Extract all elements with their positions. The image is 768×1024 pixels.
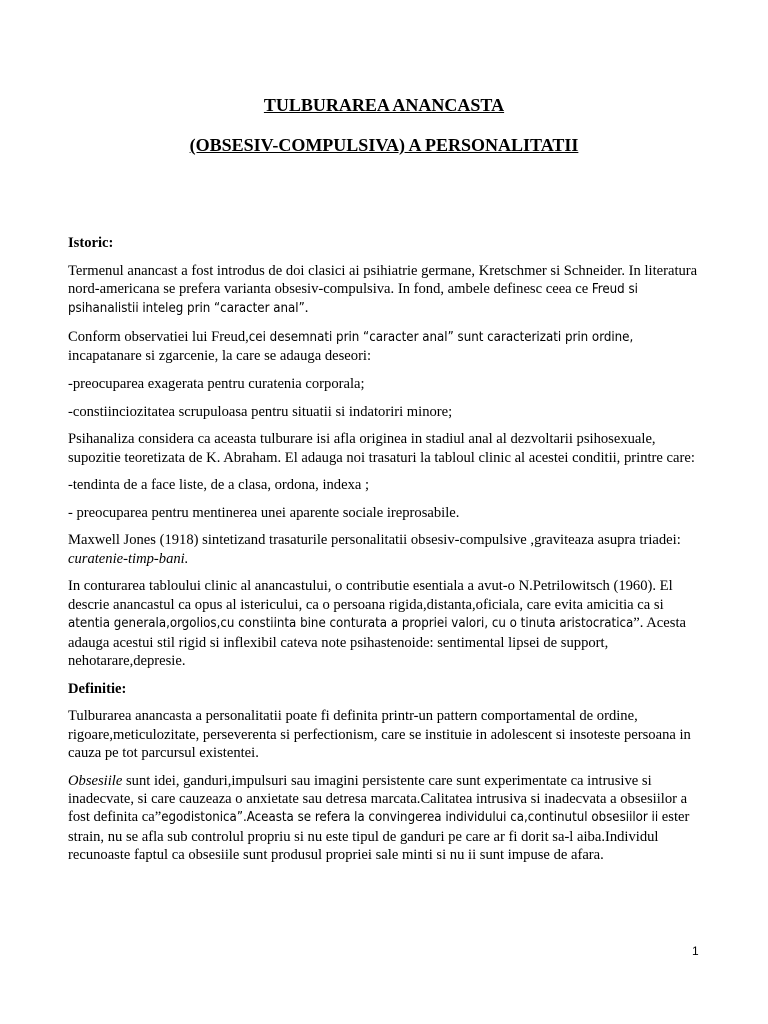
paragraph-petrilowitsch [68, 577, 708, 670]
text-run: Conform observatiei lui Freud, [68, 329, 249, 345]
text-run: Termenul anancast a fost introdus de doi clasici ai psihiatrie germane, Kretschmer si Schneider. In literatura nord-americana se prefera varianta obsesiv-compulsiva. In fond, ambele definesc ceea ce [68, 262, 698, 297]
text-run-italic: curatenie-timp-bani. [68, 550, 189, 567]
heading-istoric: Istoric: [68, 235, 114, 251]
list-item-constiinciozitate: -constiinciozitatea scrupuloasa pentru situatii si indatoriri minore; [68, 403, 453, 420]
list-item-curatenie: -preocuparea exagerata pentru curatenia corporala; [68, 376, 365, 392]
page-number: 1 [692, 944, 699, 958]
text-run-alt-font: atentia generala,orgolios,cu constiinta bine conturata a propriei valori, cu o tinuta aristocratica [68, 616, 634, 632]
list-item-liste: -tendinta de a face liste, de a clasa, ordona, indexa ; [68, 477, 370, 494]
paragraph-definitie-1: Tulburarea anancasta a personalitatii poate fi definita printr-un pattern comportamental de ordine, rigoare,meticulozitate, perseverenta si perfectionism, care se instituie in adolescent si insoteste persoana in cauza pe tot parcursul existentei. [68, 708, 691, 761]
text-run-alt-font: cei desemnati prin “caracter anal” sunt caracterizati prin ordine, [248, 330, 634, 345]
heading-definitie: Definitie: [68, 680, 127, 697]
document-body [68, 234, 708, 874]
paragraph-psihanaliza: Psihanaliza considera ca aceasta tulburare isi afla originea in stadiul anal al dezvoltarii psihosexuale, supozitie teoretizata de K. Abraham. El adauga noi trasaturi la tabloul clinic al acestei conditii, printre care: [68, 431, 695, 466]
text-run-alt-font: Freud si psihanalistii inteleg prin “caracter anal” [68, 282, 638, 317]
paragraph-maxwell-jones [68, 531, 708, 568]
text-run: . [304, 300, 309, 317]
text-run: ester strain, nu se afla sub controlul propriu si nu este tipul de ganduri pe care ar fi dorit sa-l aiba.Individul recunoaste faptul ca obsesiile sunt produsul propriei sale minti si nu ii sunt impuse de afara. [68, 809, 690, 864]
text-run: incapatanare si zgarcenie, la care se adauga deseori: [68, 348, 372, 365]
title-line-1: TULBURAREA ANANCASTA [263, 95, 505, 115]
title-line-2: (OBSESIV-COMPULSIVA) A PERSONALITATII [189, 135, 579, 155]
paragraph-istoric-1 [68, 262, 708, 319]
text-run: Maxwell Jones (1918) sintetizand trasaturile personalitatii obsesiv-compulsive ,graviteaza asupra triadei: [68, 532, 681, 549]
text-run-italic: Obsesiile [68, 772, 123, 789]
list-item-aparente: - preocuparea pentru mentinerea unei aparente sociale ireprosabile. [68, 504, 460, 521]
paragraph-obsesiile [68, 772, 708, 865]
text-run: sunt idei, ganduri,impulsuri sau imagini persistente care sunt experimentate ca intrusive si inadecvate, si care cauzeaza o anxietate sau detresa marcata.Calitatea intrusiva si inadecvata a obsesiilor a fost definita ca” [68, 772, 688, 826]
paragraph-istoric-2 [68, 328, 708, 366]
text-run: ”. Acesta adauga acestui stil rigid si inflexibil cateva note psihastenoide: sentimental lipsei de support, nehotarare,depresie. [68, 615, 686, 669]
text-run-alt-font: egodistonica”.Aceasta se refera la convingerea individului ca,continutul obsesiilor ii [161, 810, 659, 826]
text-run: In conturarea tabloului clinic al anancastului, o contributie esentiala a avut-o N.Petrilowitsch (1960). El descrie anancastul ca opus al istericului, ca o persoana rigida,distanta,oficiala, care evita amicitia ca si [68, 578, 673, 613]
